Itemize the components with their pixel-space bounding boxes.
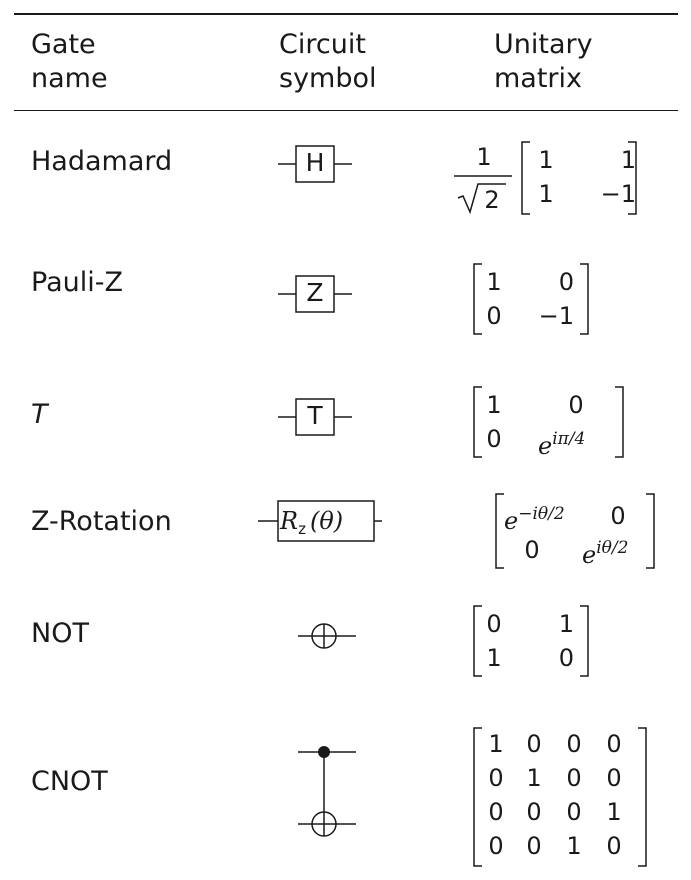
matrix-cell: 0 (558, 268, 574, 296)
matrix-cell: 0 (486, 425, 502, 453)
matrix-cell: 0 (524, 536, 540, 564)
not-gate-symbol (290, 614, 362, 658)
matrix-cell-exponential (582, 534, 652, 569)
matrix-cell: 0 (488, 832, 504, 860)
cnot-matrix (470, 722, 660, 872)
matrix-cell: 0 (606, 730, 622, 758)
matrix-cell: 0 (526, 730, 542, 758)
rz-subscript: z (298, 520, 306, 538)
pauli-z-gate-label: Z (306, 278, 324, 307)
header-gate-name-line2: name (31, 63, 108, 94)
z-rotation-gate-label (280, 505, 343, 545)
header-circuit-symbol (279, 28, 377, 96)
header-rule (14, 110, 678, 111)
exp-base: e (504, 507, 519, 535)
gate-name-t: T (31, 399, 48, 430)
gate-name-z-rotation (31, 505, 172, 539)
hadamard-gate-label: H (305, 148, 325, 177)
matrix-cell: 1 (606, 798, 622, 826)
header-unitary-matrix-line2: matrix (494, 63, 583, 94)
matrix-cell-exponential (538, 425, 618, 460)
cnot-gate-symbol (290, 740, 362, 850)
matrix-cell: 1 (486, 644, 502, 672)
prefactor-denominator: 2 (484, 186, 500, 214)
exp-power: −iθ/2 (518, 504, 565, 524)
rz-r: R (280, 507, 299, 535)
matrix-cell: 1 (558, 610, 574, 638)
header-circuit-symbol-line2: symbol (279, 63, 377, 94)
exp-base: e (582, 541, 597, 569)
header-gate-name-line1: Gate (31, 29, 96, 60)
gate-name-hadamard: Hadamard (31, 146, 173, 177)
t-matrix (470, 381, 635, 461)
header-unitary-matrix (494, 28, 593, 96)
matrix-cell: 1 (538, 146, 554, 174)
z-rotation-matrix (492, 488, 664, 574)
matrix-cell: 1 (526, 764, 542, 792)
matrix-cell: 0 (610, 502, 626, 530)
gate-name-pauli-z: Pauli-Z (31, 267, 123, 298)
gate-name-not: NOT (31, 618, 89, 649)
matrix-cell: 0 (558, 644, 574, 672)
matrix-cell: 0 (606, 764, 622, 792)
exp-power: iθ/2 (596, 538, 629, 558)
prefactor-numerator: 1 (476, 143, 492, 171)
matrix-cell: 1 (538, 180, 554, 208)
matrix-cell: 0 (488, 798, 504, 826)
matrix-cell: 0 (488, 764, 504, 792)
matrix-cell: 0 (568, 391, 584, 419)
not-matrix (470, 600, 600, 680)
matrix-cell: 1 (486, 391, 502, 419)
hadamard-matrix (452, 138, 652, 218)
rz-argument: (θ) (309, 507, 344, 535)
top-rule (14, 13, 678, 15)
matrix-cell: 0 (486, 610, 502, 638)
pauli-z-matrix (470, 258, 600, 338)
matrix-cell: 1 (620, 146, 636, 174)
t-gate-label: T (307, 401, 323, 430)
matrix-cell: 1 (566, 832, 582, 860)
gate-name-z-rotation-text: Z-Rotation (31, 506, 172, 537)
matrix-cell: −1 (538, 302, 574, 330)
exp-base: e (538, 432, 553, 460)
exp-power: iπ/4 (552, 429, 586, 449)
header-circuit-symbol-line1: Circuit (279, 29, 366, 60)
matrix-cell: 0 (606, 832, 622, 860)
matrix-cell: −1 (600, 180, 636, 208)
matrix-cell: 0 (566, 764, 582, 792)
header-gate-name (31, 28, 108, 96)
matrix-cell: 0 (486, 302, 502, 330)
header-unitary-matrix-line1: Unitary (494, 29, 593, 60)
matrix-cell: 1 (488, 730, 504, 758)
matrix-cell: 0 (526, 832, 542, 860)
matrix-cell: 0 (566, 730, 582, 758)
matrix-cell-exponential (504, 500, 584, 535)
matrix-cell: 1 (486, 268, 502, 296)
matrix-cell: 0 (566, 798, 582, 826)
matrix-cell: 0 (526, 798, 542, 826)
gate-name-cnot: CNOT (31, 766, 108, 797)
